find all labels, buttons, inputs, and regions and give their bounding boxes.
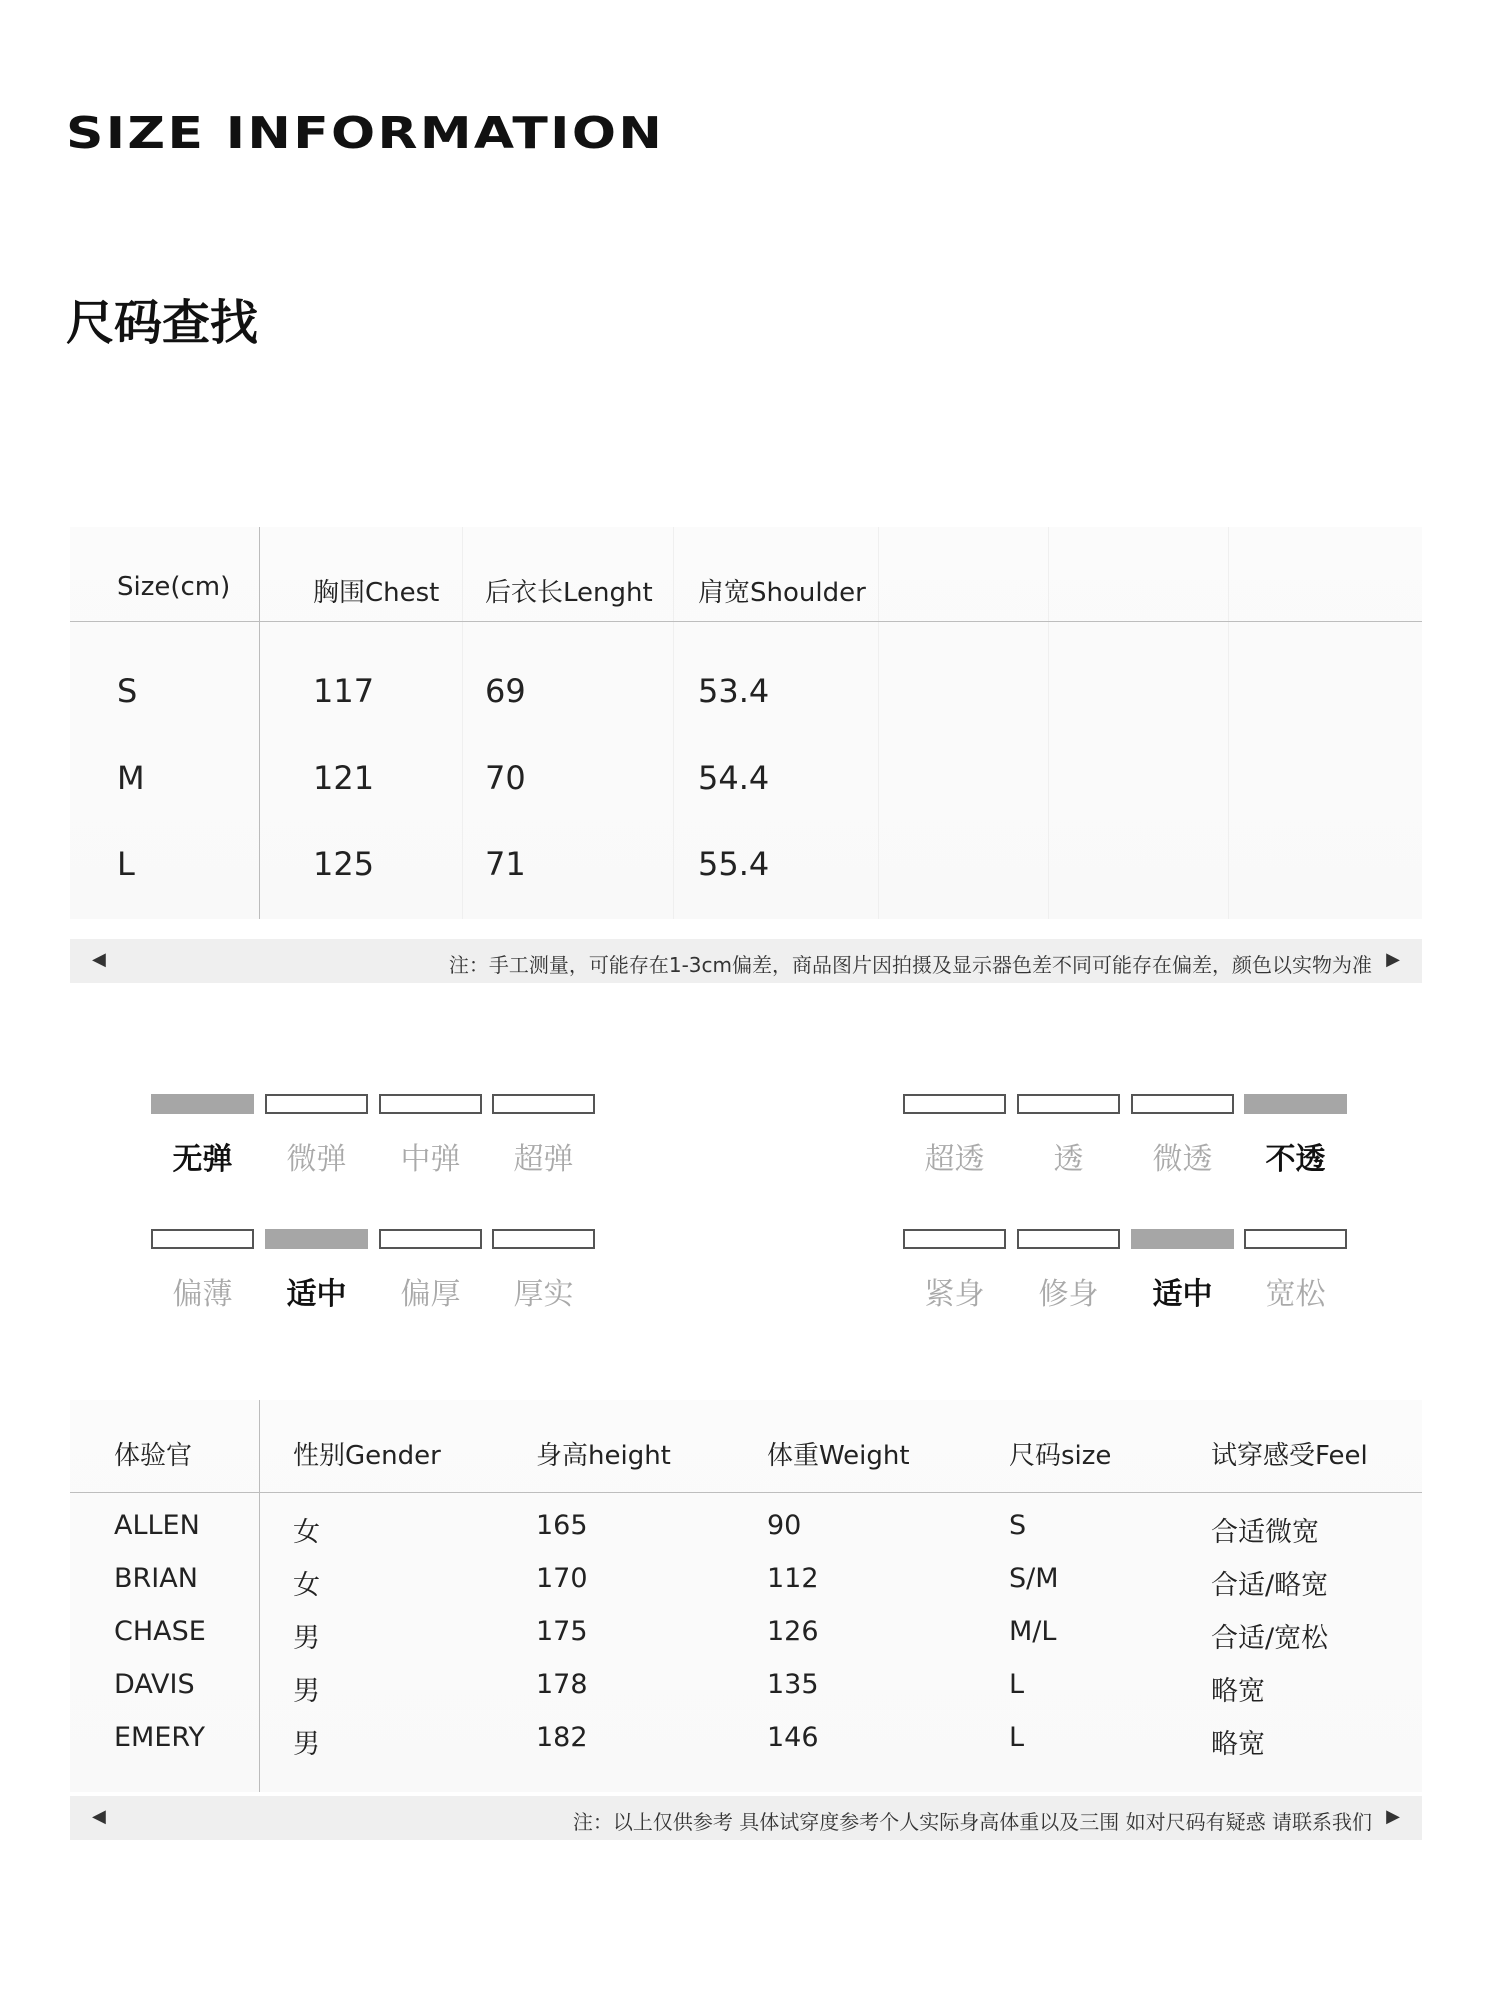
feel-cell: 合适/略宽 bbox=[1211, 1570, 1329, 1601]
gender-cell: 女 bbox=[293, 1570, 320, 1601]
size-cell: L bbox=[1009, 1669, 1025, 1700]
shoulder-cell: 53.4 bbox=[698, 672, 770, 710]
shoulder-column-header: 肩宽Shoulder bbox=[698, 578, 866, 608]
size-cell: M/L bbox=[1009, 1616, 1057, 1647]
height-cell: 170 bbox=[536, 1563, 588, 1594]
column-guide bbox=[878, 527, 879, 919]
length-cell: 70 bbox=[485, 759, 526, 797]
scale-label: 无弹 bbox=[172, 1142, 233, 1177]
scale-box bbox=[151, 1094, 254, 1114]
height-cell: 178 bbox=[536, 1669, 588, 1700]
chest-cell: 117 bbox=[313, 672, 375, 710]
weight-cell: 146 bbox=[767, 1722, 819, 1753]
height-cell: 182 bbox=[536, 1722, 588, 1753]
header-divider bbox=[70, 621, 1422, 622]
scale-box bbox=[1131, 1229, 1234, 1249]
weight-cell: 90 bbox=[767, 1510, 802, 1541]
column-divider bbox=[259, 527, 260, 919]
scale-label: 中弹 bbox=[400, 1142, 461, 1177]
length-column-header: 后衣长Lenght bbox=[485, 578, 653, 608]
scale-box bbox=[1017, 1229, 1120, 1249]
column-divider bbox=[259, 1400, 260, 1792]
weight-column-header: 体重Weight bbox=[767, 1441, 910, 1471]
size-cell: L bbox=[1009, 1722, 1025, 1753]
tester-name-cell: DAVIS bbox=[114, 1669, 195, 1700]
size-column-header: Size(cm) bbox=[117, 572, 231, 602]
feel-cell: 合适微宽 bbox=[1211, 1517, 1319, 1548]
scale-label: 偏薄 bbox=[172, 1277, 233, 1312]
scale-label: 透 bbox=[1053, 1142, 1084, 1177]
height-cell: 165 bbox=[536, 1510, 588, 1541]
tester-name-cell: ALLEN bbox=[114, 1510, 200, 1541]
weight-cell: 135 bbox=[767, 1669, 819, 1700]
height-cell: 175 bbox=[536, 1616, 588, 1647]
weight-cell: 112 bbox=[767, 1563, 819, 1594]
tester-note-bar bbox=[70, 1796, 1422, 1840]
chest-cell: 125 bbox=[313, 845, 375, 883]
tester-name-cell: CHASE bbox=[114, 1616, 206, 1647]
tester-name-cell: EMERY bbox=[114, 1722, 205, 1753]
gender-cell: 男 bbox=[293, 1729, 320, 1760]
weight-cell: 126 bbox=[767, 1616, 819, 1647]
scale-box bbox=[903, 1094, 1006, 1114]
scale-label: 适中 bbox=[1152, 1277, 1213, 1312]
column-guide bbox=[462, 527, 463, 919]
scale-label: 不透 bbox=[1265, 1142, 1326, 1177]
tester-table bbox=[70, 1400, 1422, 1792]
scale-label: 修身 bbox=[1038, 1277, 1099, 1312]
scale-box bbox=[492, 1229, 595, 1249]
scale-label: 偏厚 bbox=[400, 1277, 461, 1312]
scale-label: 微透 bbox=[1152, 1142, 1213, 1177]
tester-note-text: 注：以上仅供参考 具体试穿度参考个人实际身高体重以及三围 如对尺码有疑惑 请联系我们 bbox=[572, 1810, 1372, 1834]
scale-box bbox=[151, 1229, 254, 1249]
tester-column-header: 体验官 bbox=[114, 1441, 193, 1471]
arrow-right-icon[interactable]: ▶ bbox=[1386, 1806, 1400, 1827]
header-divider bbox=[70, 1492, 1422, 1493]
size-table bbox=[70, 527, 1422, 919]
size-note-text: 注：手工测量，可能存在1-3cm偏差，商品图片因拍摄及显示器色差不同可能存在偏差，颜色以实物为准 bbox=[448, 953, 1372, 977]
scale-label: 超弹 bbox=[513, 1142, 574, 1177]
shoulder-cell: 54.4 bbox=[698, 759, 770, 797]
feel-cell: 略宽 bbox=[1211, 1729, 1265, 1760]
size-cell: S/M bbox=[1009, 1563, 1059, 1594]
size-cell: S bbox=[1009, 1510, 1027, 1541]
scale-box bbox=[379, 1094, 482, 1114]
feel-cell: 略宽 bbox=[1211, 1676, 1265, 1707]
chest-column-header: 胸围Chest bbox=[313, 578, 440, 608]
arrow-left-icon[interactable]: ◀ bbox=[92, 949, 106, 970]
scale-box bbox=[1244, 1229, 1347, 1249]
size-cell: M bbox=[117, 759, 145, 797]
scale-box bbox=[903, 1229, 1006, 1249]
page-title-en: SIZE INFORMATION bbox=[66, 108, 665, 159]
scale-label: 超透 bbox=[924, 1142, 985, 1177]
length-cell: 71 bbox=[485, 845, 526, 883]
scale-label: 厚实 bbox=[513, 1277, 574, 1312]
arrow-left-icon[interactable]: ◀ bbox=[92, 1806, 106, 1827]
column-guide bbox=[1048, 527, 1049, 919]
scale-box bbox=[1244, 1094, 1347, 1114]
length-cell: 69 bbox=[485, 672, 526, 710]
size-column-header: 尺码size bbox=[1009, 1441, 1112, 1471]
gender-cell: 女 bbox=[293, 1517, 320, 1548]
scale-label: 紧身 bbox=[924, 1277, 985, 1312]
scale-box bbox=[265, 1094, 368, 1114]
tester-name-cell: BRIAN bbox=[114, 1563, 198, 1594]
size-cell: S bbox=[117, 672, 138, 710]
page-title-cn: 尺码查找 bbox=[66, 295, 259, 351]
gender-column-header: 性别Gender bbox=[293, 1441, 441, 1471]
scale-box bbox=[265, 1229, 368, 1249]
size-note-bar bbox=[70, 939, 1422, 983]
column-guide bbox=[673, 527, 674, 919]
feel-cell: 合适/宽松 bbox=[1211, 1623, 1329, 1654]
gender-cell: 男 bbox=[293, 1676, 320, 1707]
gender-cell: 男 bbox=[293, 1623, 320, 1654]
shoulder-cell: 55.4 bbox=[698, 845, 770, 883]
arrow-right-icon[interactable]: ▶ bbox=[1386, 949, 1400, 970]
feel-column-header: 试穿感受Feel bbox=[1211, 1441, 1368, 1471]
height-column-header: 身高height bbox=[536, 1441, 671, 1471]
scale-box bbox=[1017, 1094, 1120, 1114]
scale-box bbox=[379, 1229, 482, 1249]
scale-box bbox=[1131, 1094, 1234, 1114]
scale-label: 微弹 bbox=[286, 1142, 347, 1177]
size-cell: L bbox=[117, 845, 135, 883]
scale-box bbox=[492, 1094, 595, 1114]
scale-label: 适中 bbox=[286, 1277, 347, 1312]
chest-cell: 121 bbox=[313, 759, 375, 797]
scale-label: 宽松 bbox=[1265, 1277, 1326, 1312]
column-guide bbox=[1228, 527, 1229, 919]
